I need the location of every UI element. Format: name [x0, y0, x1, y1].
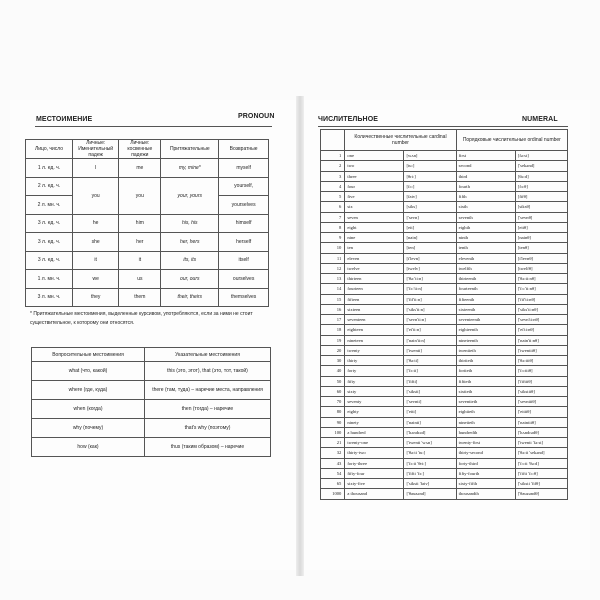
cardinal-transcription-cell: [wʌn] — [404, 151, 456, 161]
ordinal-transcription-cell: [tenθ] — [515, 243, 567, 253]
ordinal-cell: eighth — [456, 222, 515, 232]
ordinal-transcription-cell: [siksθ] — [515, 202, 567, 212]
section-title-ru: ЧИСЛИТЕЛЬНОЕ — [318, 116, 379, 123]
numeral-rows — [321, 151, 568, 500]
person-cell: 1 л. ед. ч. — [26, 159, 73, 178]
cardinal-transcription-cell: ['fɔ:'ti:n] — [404, 284, 456, 294]
number-cell: 1000 — [321, 489, 345, 499]
ordinal-transcription-cell: [fɔ:θ] — [515, 181, 567, 191]
table-row — [321, 325, 568, 335]
interrogative-cell: why (почему) — [32, 419, 145, 438]
demonstrative-cell: then (тогда) – наречие — [145, 400, 271, 419]
objective-cell: him — [119, 214, 161, 233]
interrogative-cell: what (что, какой) — [32, 362, 145, 381]
cardinal-transcription-cell: ['fɔ:ti] — [404, 366, 456, 376]
ordinal-cell: second — [456, 161, 515, 171]
ordinal-transcription-cell: ['fɔ:ti 'θə:d] — [515, 458, 567, 468]
number-cell: 80 — [321, 407, 345, 417]
numeral-table — [320, 129, 568, 500]
ordinal-cell: fourth — [456, 181, 515, 191]
ordinal-transcription-cell: ['sekənd] — [515, 161, 567, 171]
table-row — [321, 468, 568, 478]
objective-cell: you — [119, 177, 161, 214]
table-row — [321, 304, 568, 314]
section-title-en: PRONOUN — [238, 113, 275, 120]
cardinal-transcription-cell: ['sevn'ti:n] — [404, 315, 456, 325]
ordinal-transcription-cell: ['sevnθ] — [515, 212, 567, 222]
nominative-cell: she — [73, 233, 119, 252]
number-cell: 65 — [321, 479, 345, 489]
number-cell: 21 — [321, 438, 345, 448]
possessive-text: my, mine* — [178, 164, 201, 171]
cardinal-cell: eight — [345, 222, 404, 232]
ordinal-transcription-cell: ['sikstiiθ] — [515, 386, 567, 396]
cardinal-transcription-cell: [i'levn] — [404, 253, 456, 263]
cardinal-transcription-cell: ['ei'ti:n] — [404, 325, 456, 335]
table-row — [32, 419, 271, 438]
cardinal-transcription-cell: ['hʌndrəd] — [404, 427, 456, 437]
objective-cell: it — [119, 251, 161, 270]
cardinal-cell: seven — [345, 212, 404, 222]
ordinal-transcription-cell: ['θə:tiiθ] — [515, 356, 567, 366]
cardinal-cell: four — [345, 181, 404, 191]
cardinal-transcription-cell: ['twenti 'wʌn] — [404, 438, 456, 448]
question-pronoun-table — [31, 347, 271, 457]
table-row — [26, 251, 269, 270]
possessive-text: its, its — [183, 257, 197, 264]
cardinal-cell: thirty — [345, 356, 404, 366]
cardinal-transcription-cell: ['fifti] — [404, 376, 456, 386]
cardinal-cell: eighteen — [345, 325, 404, 335]
cardinal-transcription-cell: ['θə:ti 'tu:] — [404, 448, 456, 458]
nominative-cell: he — [73, 214, 119, 233]
table-row — [26, 233, 269, 252]
number-cell: 6 — [321, 202, 345, 212]
table-row — [321, 397, 568, 407]
corner-cell — [321, 130, 345, 151]
cardinal-cell: five — [345, 192, 404, 202]
ordinal-cell: forty-third — [456, 458, 515, 468]
ordinal-transcription-cell: ['twenti 'fə:st] — [515, 438, 567, 448]
table-row — [321, 294, 568, 304]
table-row — [32, 438, 271, 457]
table-row — [321, 151, 568, 161]
possessive-text: their, theirs — [177, 294, 203, 301]
cardinal-cell: ten — [345, 243, 404, 253]
footnote: * Притяжательные местоимения, выделенные курсивом, употребляются, если за ними не стоит существительное, к которому они относятся. — [30, 311, 253, 326]
cardinal-transcription-cell: [siks] — [404, 202, 456, 212]
ordinal-transcription-cell: ['sevntiiθ] — [515, 397, 567, 407]
objective-cell: me — [119, 159, 161, 178]
number-cell: 8 — [321, 222, 345, 232]
cardinal-cell: forty — [345, 366, 404, 376]
number-cell: 12 — [321, 263, 345, 273]
cardinal-transcription-cell: ['fifti 'fɔ:] — [404, 468, 456, 478]
table-row — [321, 427, 568, 437]
table-row — [321, 253, 568, 263]
ordinal-cell: eightieth — [456, 407, 515, 417]
table-row — [321, 458, 568, 468]
table-row — [321, 386, 568, 396]
reflexive-cell: yourselves — [219, 196, 269, 215]
cardinal-transcription-cell: [tu:] — [404, 161, 456, 171]
cardinal-transcription-cell: [eit] — [404, 222, 456, 232]
number-cell: 32 — [321, 448, 345, 458]
number-cell: 1 — [321, 151, 345, 161]
ordinal-cell: thirteenth — [456, 274, 515, 284]
number-cell: 20 — [321, 345, 345, 355]
header-rule — [318, 126, 568, 127]
cardinal-transcription-cell: ['fɔ:ti 'θri:] — [404, 458, 456, 468]
nominative-cell: it — [73, 251, 119, 270]
interrogative-cell: how (как) — [32, 438, 145, 457]
objective-cell: her — [119, 233, 161, 252]
number-cell: 54 — [321, 468, 345, 478]
cardinal-transcription-cell: ['nain'ti:n] — [404, 335, 456, 345]
cardinal-transcription-cell: ['twenti] — [404, 345, 456, 355]
table-row — [321, 448, 568, 458]
number-cell: 60 — [321, 386, 345, 396]
person-cell: 2 л. мн. ч. — [26, 196, 73, 215]
number-cell: 18 — [321, 325, 345, 335]
ordinal-cell: twelfth — [456, 263, 515, 273]
cardinal-transcription-cell: [nain] — [404, 233, 456, 243]
possessive-cell — [161, 233, 219, 252]
nominative-cell: we — [73, 270, 119, 289]
person-cell: 3 л. ед. ч. — [26, 251, 73, 270]
number-cell: 2 — [321, 161, 345, 171]
ordinal-transcription-cell: ['naintiiθ] — [515, 417, 567, 427]
table-row — [321, 315, 568, 325]
number-cell: 30 — [321, 356, 345, 366]
cardinal-cell: fourteen — [345, 284, 404, 294]
demonstrative-cell: this (это, этот), that (это, тот, такой) — [145, 362, 271, 381]
possessive-cell — [161, 177, 219, 214]
cardinal-transcription-cell: ['fif'ti:n] — [404, 294, 456, 304]
number-cell: 40 — [321, 366, 345, 376]
possessive-text: her, hers — [180, 238, 200, 245]
ordinal-cell: seventieth — [456, 397, 515, 407]
ordinal-cell: sixtieth — [456, 386, 515, 396]
cardinal-transcription-cell: ['eiti] — [404, 407, 456, 417]
possessive-text: your, yours — [177, 192, 203, 199]
nominative-cell: they — [73, 288, 119, 307]
number-cell: 90 — [321, 417, 345, 427]
cardinal-cell: nineteen — [345, 335, 404, 345]
ordinal-transcription-cell: ['nain'ti:nθ] — [515, 335, 567, 345]
number-cell: 100 — [321, 427, 345, 437]
cardinal-transcription-cell: ['siksti 'faiv] — [404, 479, 456, 489]
table-row — [32, 362, 271, 381]
table-row — [26, 159, 269, 178]
ordinal-cell: tenth — [456, 243, 515, 253]
table-row — [321, 274, 568, 284]
cardinal-cell: a hundred — [345, 427, 404, 437]
cardinal-cell: thirty-two — [345, 448, 404, 458]
section-title-ru: МЕСТОИМЕНИЕ — [36, 116, 93, 123]
table-row — [321, 335, 568, 345]
ordinal-transcription-cell: ['fif'ti:nθ] — [515, 294, 567, 304]
table-row — [321, 181, 568, 191]
cardinal-cell: sixty — [345, 386, 404, 396]
cardinal-transcription-cell: [faiv] — [404, 192, 456, 202]
ordinal-cell: seventeenth — [456, 315, 515, 325]
interrogative-cell: where (где, куда) — [32, 381, 145, 400]
cardinal-transcription-cell: ['nainti] — [404, 417, 456, 427]
table-row — [321, 243, 568, 253]
cardinal-cell: a thousand — [345, 489, 404, 499]
number-cell: 50 — [321, 376, 345, 386]
reflexive-cell: themselves — [219, 288, 269, 307]
ordinal-cell: twenty-first — [456, 438, 515, 448]
table-row — [321, 366, 568, 376]
ordinal-cell: hundredth — [456, 427, 515, 437]
cardinal-cell: twelve — [345, 263, 404, 273]
possessive-cell — [161, 251, 219, 270]
col-header: Порядковые числительные ordinal number — [456, 130, 567, 151]
ordinal-cell: first — [456, 151, 515, 161]
nominative-cell: you — [73, 177, 119, 214]
cardinal-transcription-cell: [twelv] — [404, 263, 456, 273]
demonstrative-cell: thus (таким образом) – наречие — [145, 438, 271, 457]
number-cell: 3 — [321, 171, 345, 181]
number-cell: 13 — [321, 274, 345, 284]
ordinal-cell: eighteenth — [456, 325, 515, 335]
ordinal-cell: twentieth — [456, 345, 515, 355]
number-cell: 19 — [321, 335, 345, 345]
reflexive-cell: herself — [219, 233, 269, 252]
table-row — [26, 177, 269, 196]
cardinal-cell: sixteen — [345, 304, 404, 314]
ordinal-cell: eleventh — [456, 253, 515, 263]
ordinal-transcription-cell: ['fiftiiθ] — [515, 376, 567, 386]
cardinal-transcription-cell: [ten] — [404, 243, 456, 253]
cardinal-cell: sixty-five — [345, 479, 404, 489]
col-header: Притяжательные — [161, 140, 219, 159]
cardinal-cell: nine — [345, 233, 404, 243]
ordinal-transcription-cell: ['fɔ:'ti:nθ] — [515, 284, 567, 294]
cardinal-cell: thirteen — [345, 274, 404, 284]
reflexive-cell: ourselves — [219, 270, 269, 289]
reflexive-cell: itself — [219, 251, 269, 270]
ordinal-transcription-cell: [eitθ] — [515, 222, 567, 232]
header-rule — [35, 126, 272, 127]
cardinal-cell: eleven — [345, 253, 404, 263]
col-header: Вопросительные местоимения — [32, 348, 145, 362]
ordinal-cell: fifteenth — [456, 294, 515, 304]
cardinal-cell: fifty — [345, 376, 404, 386]
table-row — [26, 214, 269, 233]
possessive-cell — [161, 288, 219, 307]
table-row — [321, 222, 568, 232]
number-cell: 10 — [321, 243, 345, 253]
ordinal-transcription-cell: ['sevn'ti:nθ] — [515, 315, 567, 325]
cardinal-cell: six — [345, 202, 404, 212]
ordinal-transcription-cell: ['θə:ti:nθ] — [515, 274, 567, 284]
ordinal-transcription-cell: [fifθ] — [515, 192, 567, 202]
ordinal-cell: fiftieth — [456, 376, 515, 386]
table-row — [321, 356, 568, 366]
ordinal-cell: thirty-second — [456, 448, 515, 458]
cardinal-transcription-cell: ['θə:'ti:n] — [404, 274, 456, 284]
col-header: Личные: Именительный падеж — [73, 140, 119, 159]
ordinal-cell: ninth — [456, 233, 515, 243]
table-row — [321, 417, 568, 427]
number-cell: 14 — [321, 284, 345, 294]
cardinal-cell: three — [345, 171, 404, 181]
cardinal-cell: fifty-four — [345, 468, 404, 478]
ordinal-transcription-cell: [fə:st] — [515, 151, 567, 161]
ordinal-cell: ninetieth — [456, 417, 515, 427]
table-row — [321, 489, 568, 499]
ordinal-cell: nineteenth — [456, 335, 515, 345]
number-cell: 11 — [321, 253, 345, 263]
table-row — [26, 270, 269, 289]
cardinal-cell: seventeen — [345, 315, 404, 325]
col-header: Личные: косвенные падежи — [119, 140, 161, 159]
possessive-cell — [161, 270, 219, 289]
ordinal-transcription-cell: [twelfθ] — [515, 263, 567, 273]
ordinal-cell: third — [456, 171, 515, 181]
table-row — [321, 233, 568, 243]
cardinal-cell: two — [345, 161, 404, 171]
cardinal-transcription-cell: ['θauzənd] — [404, 489, 456, 499]
number-cell: 9 — [321, 233, 345, 243]
ordinal-cell: sixteenth — [456, 304, 515, 314]
col-header: Лицо, число — [26, 140, 73, 159]
cardinal-transcription-cell: ['θə:ti] — [404, 356, 456, 366]
number-cell: 43 — [321, 458, 345, 468]
number-cell: 17 — [321, 315, 345, 325]
cardinal-cell: ninety — [345, 417, 404, 427]
ordinal-cell: thirtieth — [456, 356, 515, 366]
table-row — [321, 192, 568, 202]
cardinal-cell: twenty — [345, 345, 404, 355]
ordinal-transcription-cell: [nainθ] — [515, 233, 567, 243]
table-row — [321, 438, 568, 448]
reflexive-cell: himself — [219, 214, 269, 233]
table-row — [321, 202, 568, 212]
number-cell: 5 — [321, 192, 345, 202]
demonstrative-cell: that's why (поэтому) — [145, 419, 271, 438]
table-row — [32, 400, 271, 419]
ordinal-cell: sixth — [456, 202, 515, 212]
cardinal-cell: forty-three — [345, 458, 404, 468]
cardinal-cell: fifteen — [345, 294, 404, 304]
col-header: Возвратные — [219, 140, 269, 159]
section-title-en: NUMERAL — [522, 116, 558, 123]
person-cell: 2 л. ед. ч. — [26, 177, 73, 196]
interrogative-cell: when (когда) — [32, 400, 145, 419]
person-cell: 1 л. мн. ч. — [26, 270, 73, 289]
person-cell: 3 л. ед. ч. — [26, 214, 73, 233]
ordinal-transcription-cell: ['siksti 'fifθ] — [515, 479, 567, 489]
cardinal-transcription-cell: ['sevnti] — [404, 397, 456, 407]
table-row — [321, 161, 568, 171]
ordinal-transcription-cell: ['twentiiθ] — [515, 345, 567, 355]
ordinal-transcription-cell: ['hʌndrədθ] — [515, 427, 567, 437]
table-row — [321, 345, 568, 355]
table-row — [321, 284, 568, 294]
person-cell: 3 л. ед. ч. — [26, 233, 73, 252]
cardinal-cell: eighty — [345, 407, 404, 417]
cardinal-cell: one — [345, 151, 404, 161]
cardinal-cell: twenty-one — [345, 438, 404, 448]
cardinal-transcription-cell: [fɔ:] — [404, 181, 456, 191]
cardinal-transcription-cell: ['sevn] — [404, 212, 456, 222]
table-row — [26, 288, 269, 307]
ordinal-transcription-cell: ['θə:ti 'sekənd] — [515, 448, 567, 458]
ordinal-cell: fifty-fourth — [456, 468, 515, 478]
ordinal-cell: fourteenth — [456, 284, 515, 294]
possessive-text: his, his — [182, 220, 198, 227]
possessive-cell — [161, 159, 219, 178]
number-cell: 15 — [321, 294, 345, 304]
person-cell: 3 л. мн. ч. — [26, 288, 73, 307]
cardinal-transcription-cell: [θri:] — [404, 171, 456, 181]
ordinal-transcription-cell: ['fifti 'fɔ:θ] — [515, 468, 567, 478]
number-cell: 7 — [321, 212, 345, 222]
ordinal-transcription-cell: [θə:d] — [515, 171, 567, 181]
cardinal-transcription-cell: ['siksti] — [404, 386, 456, 396]
table-row — [321, 407, 568, 417]
ordinal-cell: fifth — [456, 192, 515, 202]
table-row — [321, 376, 568, 386]
cardinal-transcription-cell: ['siks'ti:n] — [404, 304, 456, 314]
col-header: Количественные числительные cardinal number — [345, 130, 456, 151]
objective-cell: them — [119, 288, 161, 307]
ordinal-cell: thousandth — [456, 489, 515, 499]
pronoun-table — [25, 139, 269, 307]
table-row — [321, 212, 568, 222]
table-row — [321, 263, 568, 273]
ordinal-transcription-cell: ['θauzəndθ] — [515, 489, 567, 499]
ordinal-cell: fortieth — [456, 366, 515, 376]
nominative-cell: I — [73, 159, 119, 178]
table-row — [321, 479, 568, 489]
col-header: Указательные местоимения — [145, 348, 271, 362]
number-cell: 4 — [321, 181, 345, 191]
demonstrative-cell: there (там, туда) – наречие места, направления — [145, 381, 271, 400]
ordinal-transcription-cell: [i'levnθ] — [515, 253, 567, 263]
ordinal-transcription-cell: ['ei'ti:nθ] — [515, 325, 567, 335]
number-cell: 16 — [321, 304, 345, 314]
cardinal-cell: seventy — [345, 397, 404, 407]
ordinal-transcription-cell: ['fɔ:tiiθ] — [515, 366, 567, 376]
ordinal-transcription-cell: ['eitiiθ] — [515, 407, 567, 417]
book-spine — [296, 96, 304, 576]
table-row — [32, 381, 271, 400]
objective-cell: us — [119, 270, 161, 289]
reflexive-cell: yourself, — [219, 177, 269, 196]
possessive-cell — [161, 214, 219, 233]
number-cell: 70 — [321, 397, 345, 407]
ordinal-cell: sixty-fifth — [456, 479, 515, 489]
reflexive-cell: myself — [219, 159, 269, 178]
ordinal-cell: seventh — [456, 212, 515, 222]
table-row — [321, 171, 568, 181]
ordinal-transcription-cell: ['siks'ti:nθ] — [515, 304, 567, 314]
possessive-text: our, ours — [180, 275, 200, 282]
